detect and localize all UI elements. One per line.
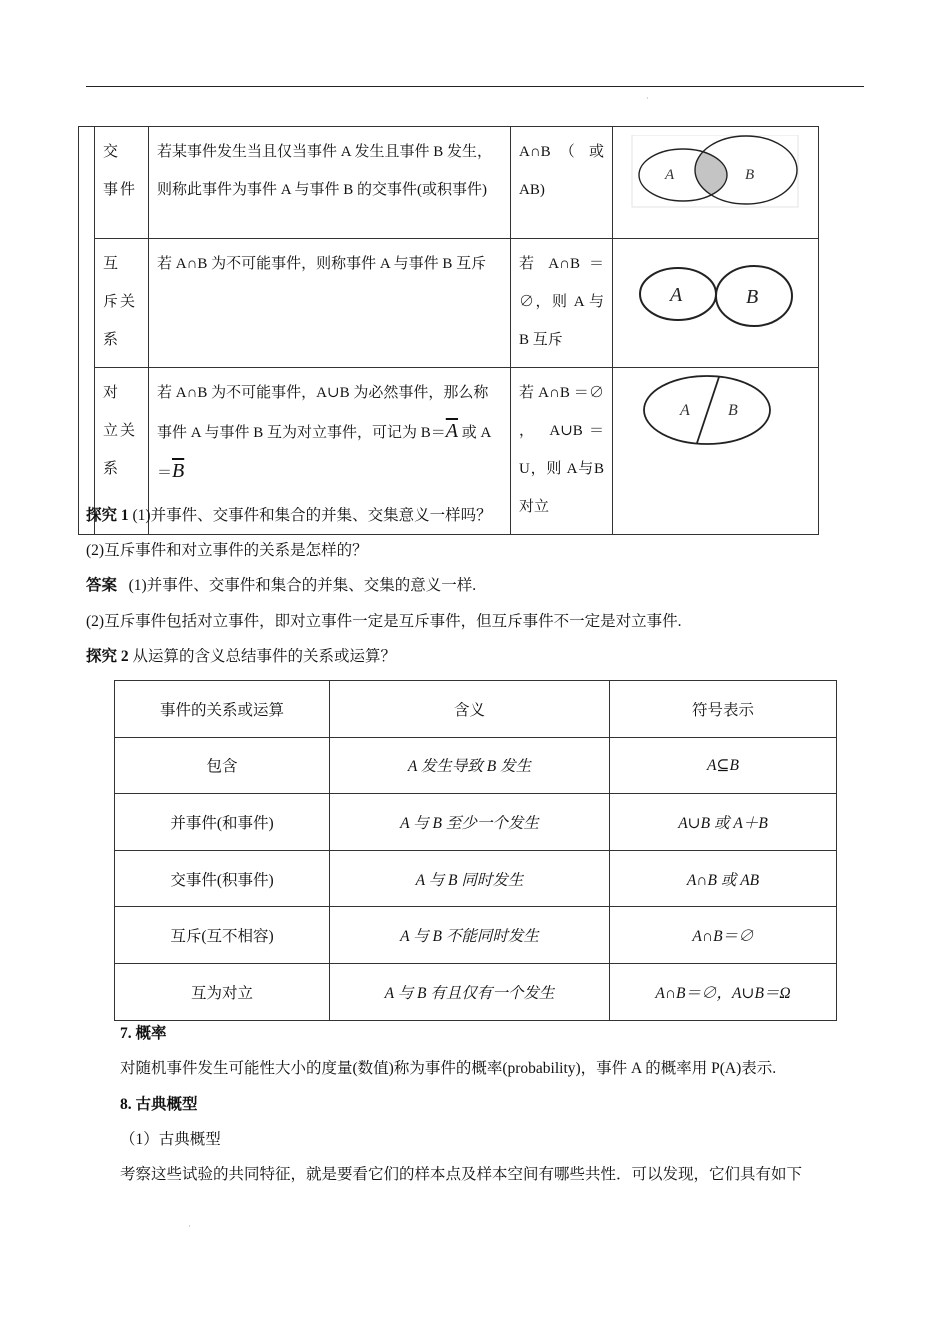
venn-disjoint-diagram xyxy=(613,239,819,368)
svg-text:A: A xyxy=(664,167,674,183)
table-cell: 交事件(积事件) xyxy=(115,850,330,907)
svg-text:B: B xyxy=(727,402,738,419)
event-relations-table xyxy=(78,126,819,535)
table-cell: 并事件(和事件) xyxy=(115,794,330,851)
relation-symbol: A∩B （ 或AB) xyxy=(511,127,613,239)
spacer-cell xyxy=(79,127,95,535)
table-cell: A 与 B 有且仅有一个发生 xyxy=(330,963,610,1020)
section8-text: 考察这些试验的共同特征，就是要看它们的样本点及样本空间有哪些共性．可以发现，它们具有如下 xyxy=(120,1166,803,1183)
table-row xyxy=(115,737,837,794)
header-cell: 事件的关系或运算 xyxy=(115,681,330,738)
table-cell: 互为对立 xyxy=(115,963,330,1020)
relation-name: 交 事件 xyxy=(95,127,149,239)
venn-complement-diagram xyxy=(613,368,819,535)
header-rule xyxy=(86,86,864,87)
table-row xyxy=(115,963,837,1020)
relation-meaning: 若某事件发生当且仅当事件 A 发生且事件 B 发生，则称此事件为事件 A 与事件 B 的交事件(或积事件) xyxy=(149,127,511,239)
explore1-question2: (2)互斥事件和对立事件的关系是怎样的？ xyxy=(86,542,368,559)
relation-symbol: 若 A∩B ＝∅，则 A 与B 互斥 xyxy=(511,239,613,368)
table-cell: A 发生导致 B 发生 xyxy=(330,737,610,794)
table-cell: 包含 xyxy=(115,737,330,794)
table-cell: A⊆B xyxy=(610,737,837,794)
table-row xyxy=(79,239,819,368)
table-cell: A∩B＝∅ xyxy=(610,907,837,964)
table-cell: A∩B 或 AB xyxy=(610,850,837,907)
header-cell: 符号表示 xyxy=(610,681,837,738)
venn-intersection-diagram xyxy=(613,127,819,239)
header-dot: · xyxy=(646,94,649,103)
relation-meaning: 若 A∩B 为不可能事件，A∪B 为必然事件，那么称事件 A 与事件 B 互为对立事件，可记为 $B=\overline{A}$ 或 $A=\overline{B}$ xyxy=(149,368,511,535)
table-cell: A 与 B 同时发生 xyxy=(330,850,610,907)
table-cell: 互斥(互不相容) xyxy=(115,907,330,964)
svg-text:B: B xyxy=(745,285,758,308)
table-cell: A 与 B 至少一个发生 xyxy=(330,794,610,851)
svg-text:B: B xyxy=(744,167,754,183)
table-row xyxy=(115,850,837,907)
explore2-question: 探究 2 从运算的含义总结事件的关系或运算？ xyxy=(86,648,397,665)
a-bar: $\overline{A}$ xyxy=(445,420,458,442)
section8-title: 8. 古典概型 xyxy=(120,1096,198,1113)
header-cell: 含义 xyxy=(330,681,610,738)
b-bar: $\overline{B}$ xyxy=(172,460,185,482)
relation-name: 互 斥关系 xyxy=(95,239,149,368)
explore1-question1: 探究 1 (1)并事件、交事件和集合的并集、交集意义一样吗？ xyxy=(86,507,492,524)
event-operations-table xyxy=(114,680,837,1021)
explore1-answer1: 答案 (1)并事件、交事件和集合的并集、交集的意义一样. xyxy=(86,577,477,594)
section8-subtitle: （1）古典概型 xyxy=(120,1131,221,1148)
relation-meaning: 若 A∩B 为不可能事件，则称事件 A 与事件 B 互斥 xyxy=(149,239,511,368)
table-header-row xyxy=(115,681,837,738)
table-row xyxy=(115,907,837,964)
table-cell: A∪B 或 A＋B xyxy=(610,794,837,851)
relation-symbol: 若 A∩B ＝∅ ， A∪B＝U，则 A与B 对立 xyxy=(511,368,613,535)
table-cell: A∩B＝∅，A∪B＝Ω xyxy=(610,963,837,1020)
svg-text:A: A xyxy=(679,402,690,419)
table-cell: A 与 B 不能同时发生 xyxy=(330,907,610,964)
relation-name: 对 立关系 xyxy=(95,368,149,535)
footer-dot: · xyxy=(188,1222,191,1231)
explore1-answer2: (2)互斥事件包括对立事件，即对立事件一定是互斥事件，但互斥事件不一定是对立事件. xyxy=(86,613,682,630)
svg-text:A: A xyxy=(669,283,682,306)
section7-text: 对随机事件发生可能性大小的度量(数值)称为事件的概率(probability)，事件 A 的概率用 P(A)表示. xyxy=(120,1060,777,1077)
section7-title: 7. 概率 xyxy=(120,1025,167,1042)
table-row xyxy=(115,794,837,851)
table-row xyxy=(79,127,819,239)
